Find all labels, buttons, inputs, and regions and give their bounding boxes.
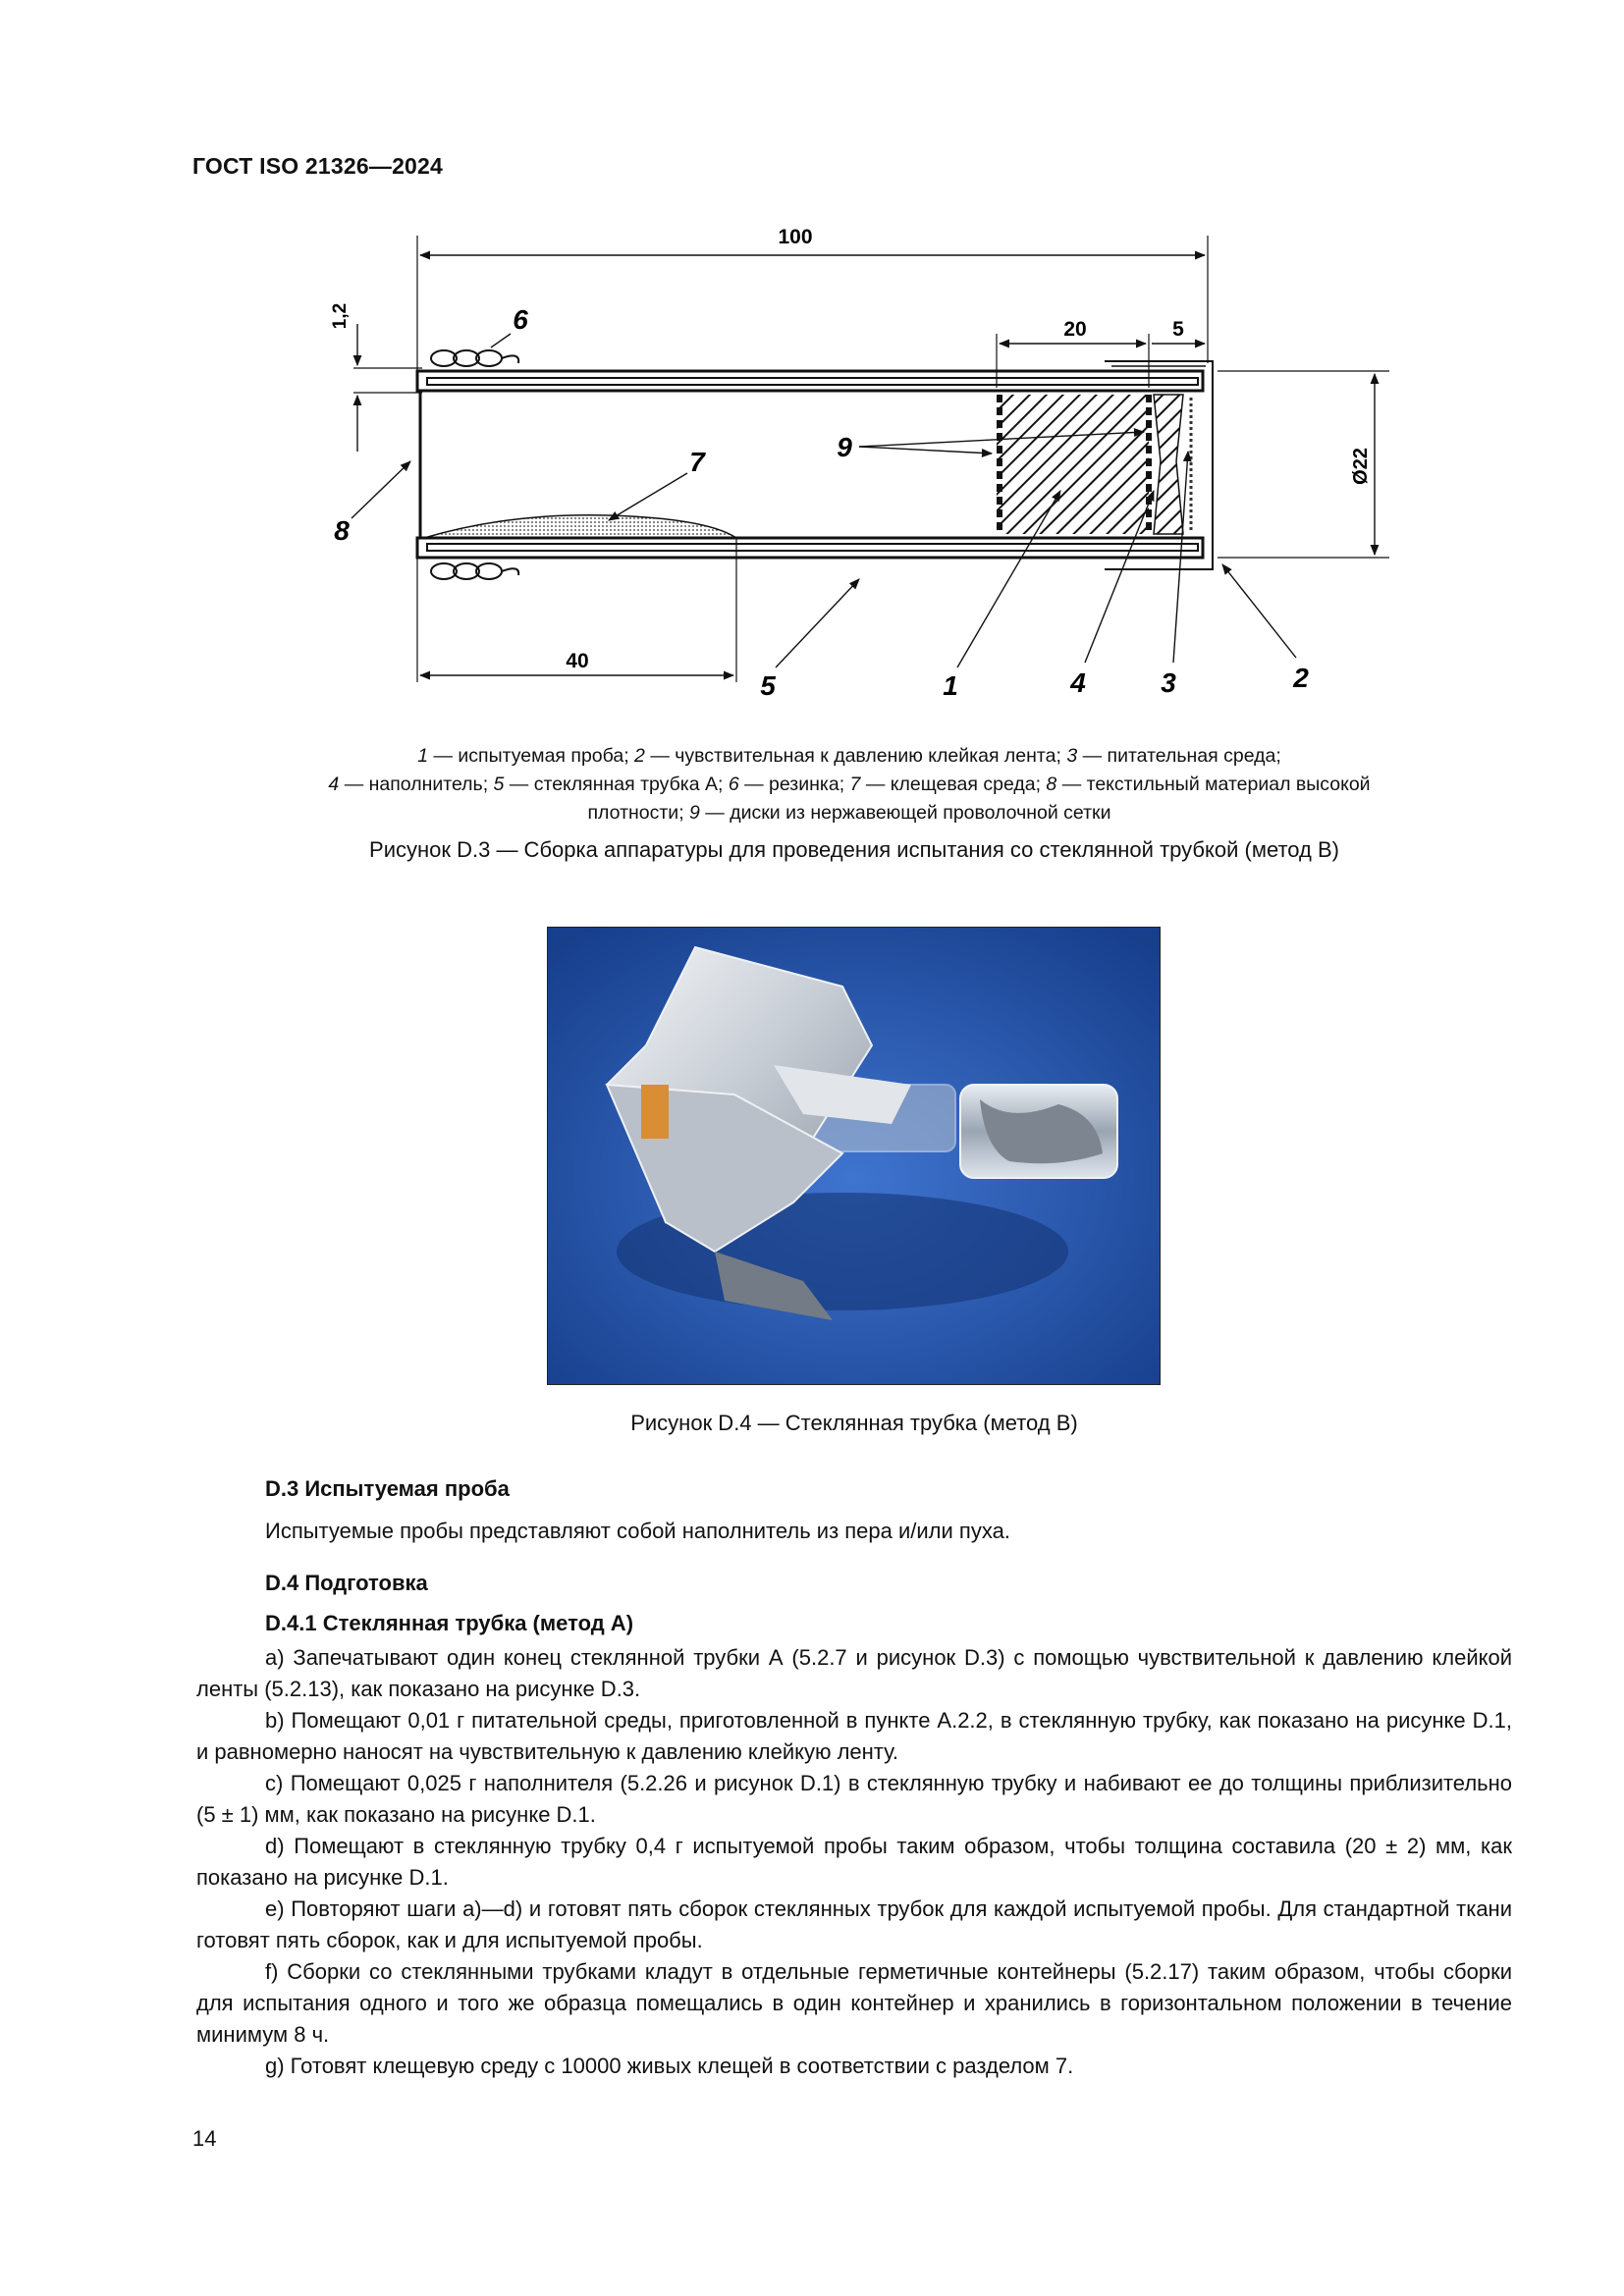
label-2: 2 — [1293, 663, 1309, 693]
label-9: 9 — [837, 432, 852, 462]
key-item: 6 — резинка; — [728, 774, 850, 795]
page-number: 14 — [192, 2126, 217, 2151]
dim-20: 20 — [1063, 318, 1087, 341]
key-item: 9 — диски из нержавеющей проволочной сетки — [689, 802, 1111, 824]
figure-d4-caption: Рисунок D.4 — Стеклянная трубка (метод В) — [630, 1411, 1078, 1435]
key-item: 2 — чувствительная к давлению клейкая лента; — [634, 745, 1067, 767]
key-item: 7 — клещевая среда; — [849, 774, 1047, 795]
key-item: 3 — питательная среда; — [1066, 745, 1281, 767]
key-item: 4 — наполнитель; — [328, 774, 494, 795]
dim-1-2: 1,2 — [330, 302, 351, 330]
figure-d4-photo — [547, 927, 1161, 1385]
glass-tube-photo-illustration — [548, 928, 1160, 1384]
section-d41-title: D.4.1 Стеклянная трубка (метод А) — [265, 1611, 634, 1635]
label-5: 5 — [760, 670, 776, 701]
label-7: 7 — [689, 447, 705, 477]
dim-d22: Ø22 — [1350, 448, 1372, 485]
list-item: c) Помещают 0,025 г наполнителя (5.2.26 и рисунок D.1) в стеклянную трубку и набивают ее до толщины приблизительно (5 ± 1) мм, как показано на рисунке D.1. — [196, 1771, 1512, 1827]
list-item: a) Запечатывают один конец стеклянной трубки А (5.2.7 и рисунок D.3) с помощью чувствительной к давлению клейкой ленты (5.2.13), как показано на рисунке D.3. — [196, 1645, 1512, 1701]
dim-5: 5 — [1172, 318, 1184, 341]
list-item: d) Помещают в стеклянную трубку 0,4 г испытуемой пробы таким образом, чтобы толщина составила (20 ± 2) мм, как показано на рисунке D.1. — [196, 1834, 1512, 1890]
label-1: 1 — [943, 670, 958, 701]
section-d3-title: D.3 Испытуемая проба — [265, 1476, 510, 1501]
section-d3-text: Испытуемые пробы представляют собой наполнитель из пера и/или пуха. — [265, 1519, 1010, 1543]
document-header: ГОСТ ISO 21326—2024 — [192, 153, 444, 179]
label-3: 3 — [1161, 667, 1176, 698]
list-item: e) Повторяют шаги a)—d) и готовят пять сборок стеклянных трубок для каждой испытуемой пробы. Для стандартной ткани готовят пять сборок, как и для испытуемой пробы. — [196, 1896, 1512, 1952]
dim-100: 100 — [778, 226, 813, 248]
label-6: 6 — [513, 304, 528, 335]
dim-40: 40 — [566, 650, 589, 672]
list-item: b) Помещают 0,01 г питательной среды, приготовленной в пункте А.2.2, в стеклянную трубку, как показано на рисунке D.1, и равномерно наносят на чувствительную к давлению клейкую ленту. — [196, 1708, 1512, 1764]
figure-d3-key — [324, 742, 1375, 828]
list-item: f) Сборки со стеклянными трубками кладут в отдельные герметичные контейнеры (5.2.17) таким образом, чтобы сборки для испытания одного и того же образца помещались в один контейнер и хранились в горизонтальном положении в течение минимум 8 ч. — [196, 1959, 1512, 2047]
key-item: 1 — испытуемая проба; — [417, 745, 635, 767]
figure-d3-caption: Рисунок D.3 — Сборка аппаратуры для проведения испытания со стеклянной трубкой (метод В) — [369, 837, 1339, 862]
section-d4-title: D.4 Подготовка — [265, 1571, 428, 1595]
label-8: 8 — [334, 515, 350, 546]
list-item: g) Готовят клещевую среду с 10000 живых клещей в соответствии с разделом 7. — [265, 2054, 1074, 2078]
key-item: 5 — стеклянная трубка А; — [493, 774, 729, 795]
figure-d3-diagram — [314, 226, 1414, 717]
label-4: 4 — [1070, 667, 1086, 698]
key-item: 8 — текстильный материал высокой плотности; — [587, 774, 1371, 824]
